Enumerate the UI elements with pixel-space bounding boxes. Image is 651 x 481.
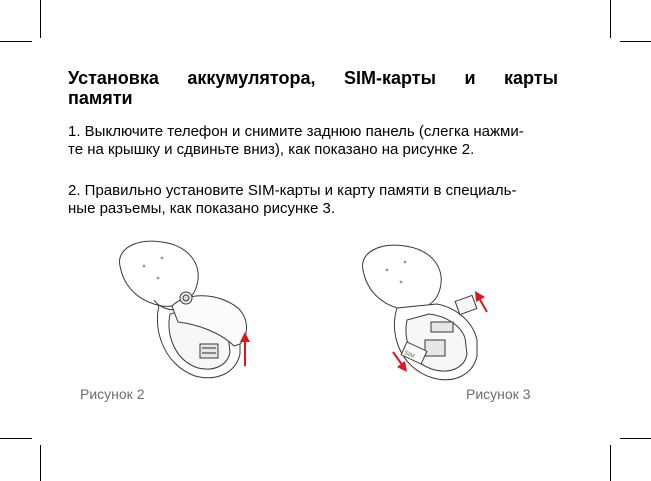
section-heading [68,68,558,108]
figure-3-caption: Рисунок 3 [466,386,531,402]
crop-mark-top-right-horizontal [620,41,651,42]
figure-2-illustration [100,236,270,382]
heading-word: и [464,68,476,88]
arrow-up-right [479,298,487,312]
sim-slot [202,347,216,349]
step-2-line-2: ные разъемы, как показано рисунке 3. [68,200,336,217]
sim-slot [425,340,445,356]
sim-slot [202,352,216,354]
sim-card-label: SIM [402,350,416,361]
arrow-down-left-head [397,361,407,372]
heading-word: аккумулятора, [187,68,316,88]
crop-mark-bottom-right-horizontal [620,438,651,439]
heading-line-2: памяти [68,88,133,108]
figure-3-illustration [345,240,505,386]
crop-mark-bottom-right-vertical [610,445,611,481]
heading-line-1 [68,68,558,88]
step-1-line-2: те на крышку и сдвиньте вниз), как показано на рисунке 2. [68,141,475,158]
crop-mark-top-right-vertical [610,0,611,38]
sim-slot [200,344,218,358]
instruction-step-1 [68,123,560,159]
memory-card [455,295,477,314]
heading-word: SIM-карты [344,68,436,88]
step-1-line-1: 1. Выключите телефон и снимите заднюю панель (слегка нажми- [68,123,524,140]
crop-mark-bottom-left-vertical [40,445,41,481]
crop-mark-bottom-left-horizontal [0,438,32,439]
flip-top [363,245,442,310]
instruction-step-2 [68,182,560,218]
heading-word: Установка [68,68,159,88]
heading-word: карты [504,68,558,88]
figure-2-caption: Рисунок 2 [80,386,145,402]
crop-mark-top-left-horizontal [0,41,32,42]
crop-mark-top-left-vertical [40,0,41,38]
step-2-line-1: 2. Правильно установите SIM-карты и карту памяти в специаль- [68,182,517,199]
memory-card-slot [431,322,453,332]
